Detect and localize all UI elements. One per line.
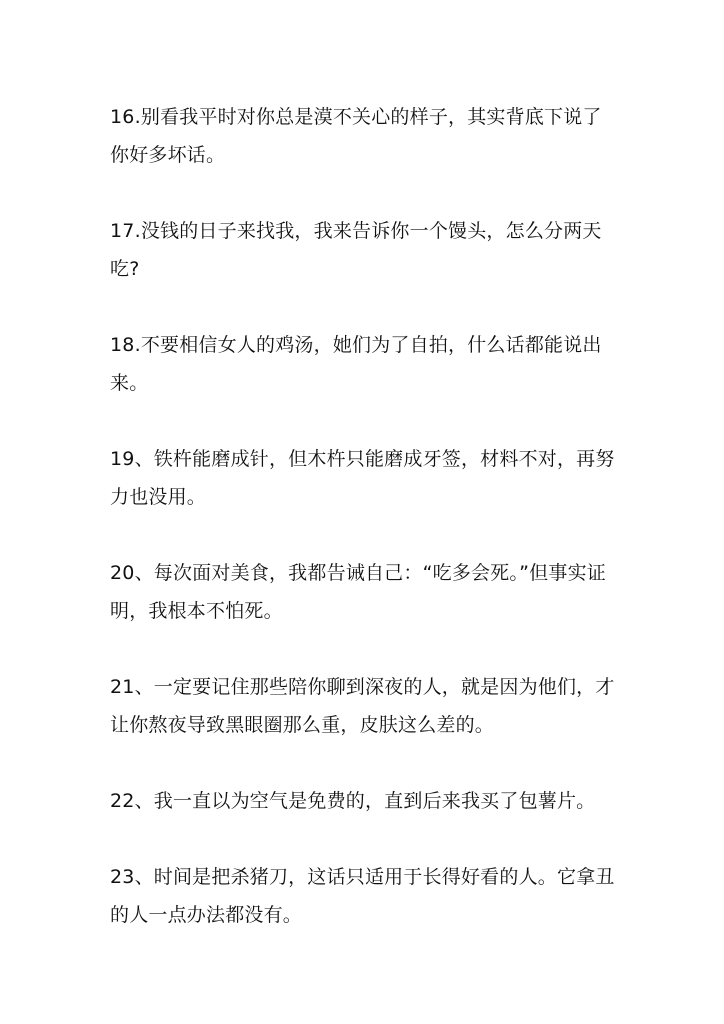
list-item: 23、时间是把杀猪刀，这话只适用于长得好看的人。它拿丑的人一点办法都没有。: [110, 866, 615, 926]
list-item: 19、铁杵能磨成针，但木杵只能磨成牙签，材料不对，再努力也没用。: [110, 448, 615, 508]
list-item: 22、我一直以为空气是免费的，直到后来我买了包薯片。: [110, 790, 596, 812]
list-item: 17.没钱的日子来找我，我来告诉你一个馒头，怎么分两天吃?: [110, 220, 602, 280]
list-item: 18.不要相信女人的鸡汤，她们为了自拍，什么话都能说出来。: [110, 334, 602, 394]
list-item: 20、每次面对美食，我都告诫自己：“吃多会死。”但事实证明，我根本不怕死。: [110, 562, 606, 622]
list-item: 21、一定要记住那些陪你聊到深夜的人，就是因为他们，才让你熬夜导致黑眼圈那么重，皮肤这么差的。: [110, 676, 615, 736]
joke-list: [110, 98, 620, 972]
list-item: 16.别看我平时对你总是漠不关心的样子，其实背底下说了你好多坏话。: [110, 106, 602, 166]
